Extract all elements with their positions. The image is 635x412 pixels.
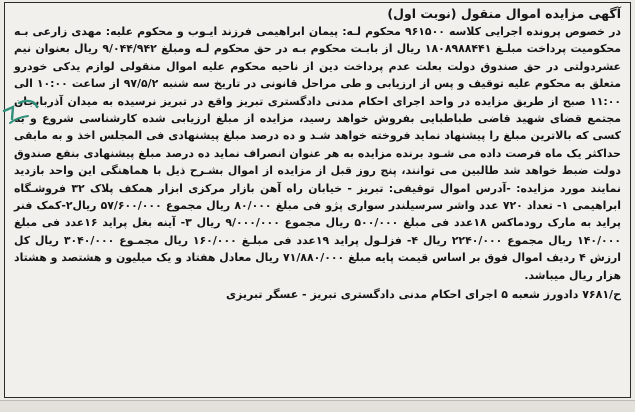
- next-column-edge: [0, 400, 635, 412]
- notice-signature: ح/۷۶۸۱ دادورز شعبه ۵ اجرای احکام مدنی دادگستری تبریز - عسگر تبریزی: [225, 288, 621, 302]
- pen-mark-icon: [1, 89, 41, 129]
- notice-title: آگهی مزایده اموال منقول (نوبت اول): [387, 6, 621, 21]
- notice-frame: [4, 2, 631, 398]
- auction-notice: [5, 3, 630, 303]
- notice-body: در خصوص پرونده اجرایی کلاسه ۹۶۱۵۰۰ محکوم لـه: پیمان ابراهیمی فرزند ایـوب و محکوم علیه: مهدی زارعی بـه محکومیت پرداخت مبلـغ ۱۸۰۸۹۸۸۴۴۱ ریال از بابـت محکوم بـه در حق محکوم لـه ومبلغ ۹/۰۴۴/۹۴۲ ریال بعنوان نیم عشردولتی در حق صندوق دولت بعلت عدم پرداخت دین از ناحیه محکوم علیه اموال منقولی لوازم یدکی خودرو متعلق به محکوم علیه توقیف و پس از ارزیابی و طی مراحل قانونی در تاریخ سه شنبه ۹۷/۵/۲ از ساعت ۱۰:۰۰ الی ۱۱:۰۰ صبح از طریق مزایده در واحد اجرای احکام مدنی دادگستری تبریز واقع در تبریز نرسیده به میدان آذربایجان مجتمع قضای شهید قاضی طباطبایی بفروش خواهد رسید، مزایده از مبلغ ارزیابی شده کارشناسی شروع و به کسی که بالاترین مبلغ را پیشنهاد نماید فروخته خواهد شـد و ده درصد مبلغ پیشنهادی فی المجلس اخذ و به مابقی حداکثر یک ماه فرصت داده می شـود برنده مزایده به هر عنوان انصراف نماید ده درصد مبلغ پیشنهادی بنفع صندوق دولت ضبط خواهد شد طالبین می توانند، پنج روز قبل از مزایده از اموال بشـرح ذیل با هماهنگی این واحد بازدید نمایند مورد مزایده: -آدرس اموال توقیفی: تبریز - خیابان راه آهن بازار مرکزی ابزار همکف پلاک ۳۲ فروشـگاه ابراهیمی ۱- تعداد ۷۲۰ عدد واشر سرسیلندر سواری پژو فی مبلغ ۸۰/۰۰۰ ریال مجموع ۵۷/۶۰۰/۰۰۰ ریال۲-کمک فنر پراید به مارک رودماکس ۱۸عدد فی مبلغ ۵۰۰/۰۰۰ ریال مجموع ۹/۰۰۰/۰۰۰ ریال ۳- آینه بغل پراید ۱۶عدد فی مبلغ ۱۴۰/۰۰۰ ریال مجموع ۲۲۴۰/۰۰۰ ریال ۴- فزلـول پراید ۱۹عدد فی مبلـغ ۱۶۰/۰۰۰ ریال مجمـوع ۳۰۴۰/۰۰۰ ریال کل ارزش ۴ ردیف اموال فوق بر اساس قیمت پایه مبلغ ۷۱/۸۸۰/۰۰۰ ریال معادل هفتاد و یک میلیون و هشتصد و هشتاد هزار ریال میباشد.: [14, 25, 622, 282]
